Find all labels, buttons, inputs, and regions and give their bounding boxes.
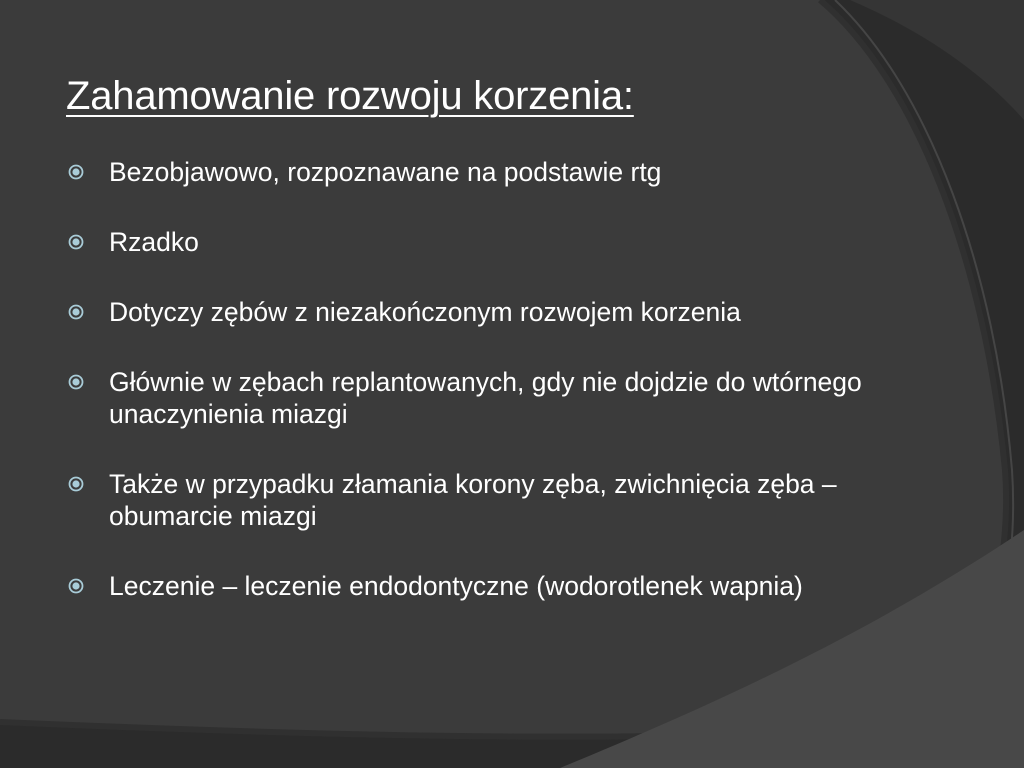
bullet-text: Rzadko [109,227,199,257]
list-item [68,570,918,602]
list-item [68,468,918,532]
bullet-text: Dotyczy zębów z niezakończonym rozwojem korzenia [109,297,741,327]
circle-bullet-icon [68,476,84,492]
bullet-text: Głównie w zębach replantowanych, gdy nie dojdzie do wtórnego unaczynienia miazgi [109,367,862,429]
list-item [68,366,918,430]
bullet-text: Bezobjawowo, rozpoznawane na podstawie rtg [109,157,662,187]
bullet-list [68,156,918,640]
slide-title: Zahamowanie rozwoju korzenia: [66,74,634,118]
circle-bullet-icon [68,164,84,180]
circle-bullet-icon [68,234,84,250]
list-item [68,156,918,188]
bullet-text: Także w przypadku złamania korony zęba, zwichnięcia zęba – obumarcie miazgi [109,469,837,531]
list-item [68,226,918,258]
circle-bullet-icon [68,304,84,320]
circle-bullet-icon [68,578,84,594]
circle-bullet-icon [68,374,84,390]
bullet-text: Leczenie – leczenie endodontyczne (wodorotlenek wapnia) [109,571,803,601]
list-item [68,296,918,328]
